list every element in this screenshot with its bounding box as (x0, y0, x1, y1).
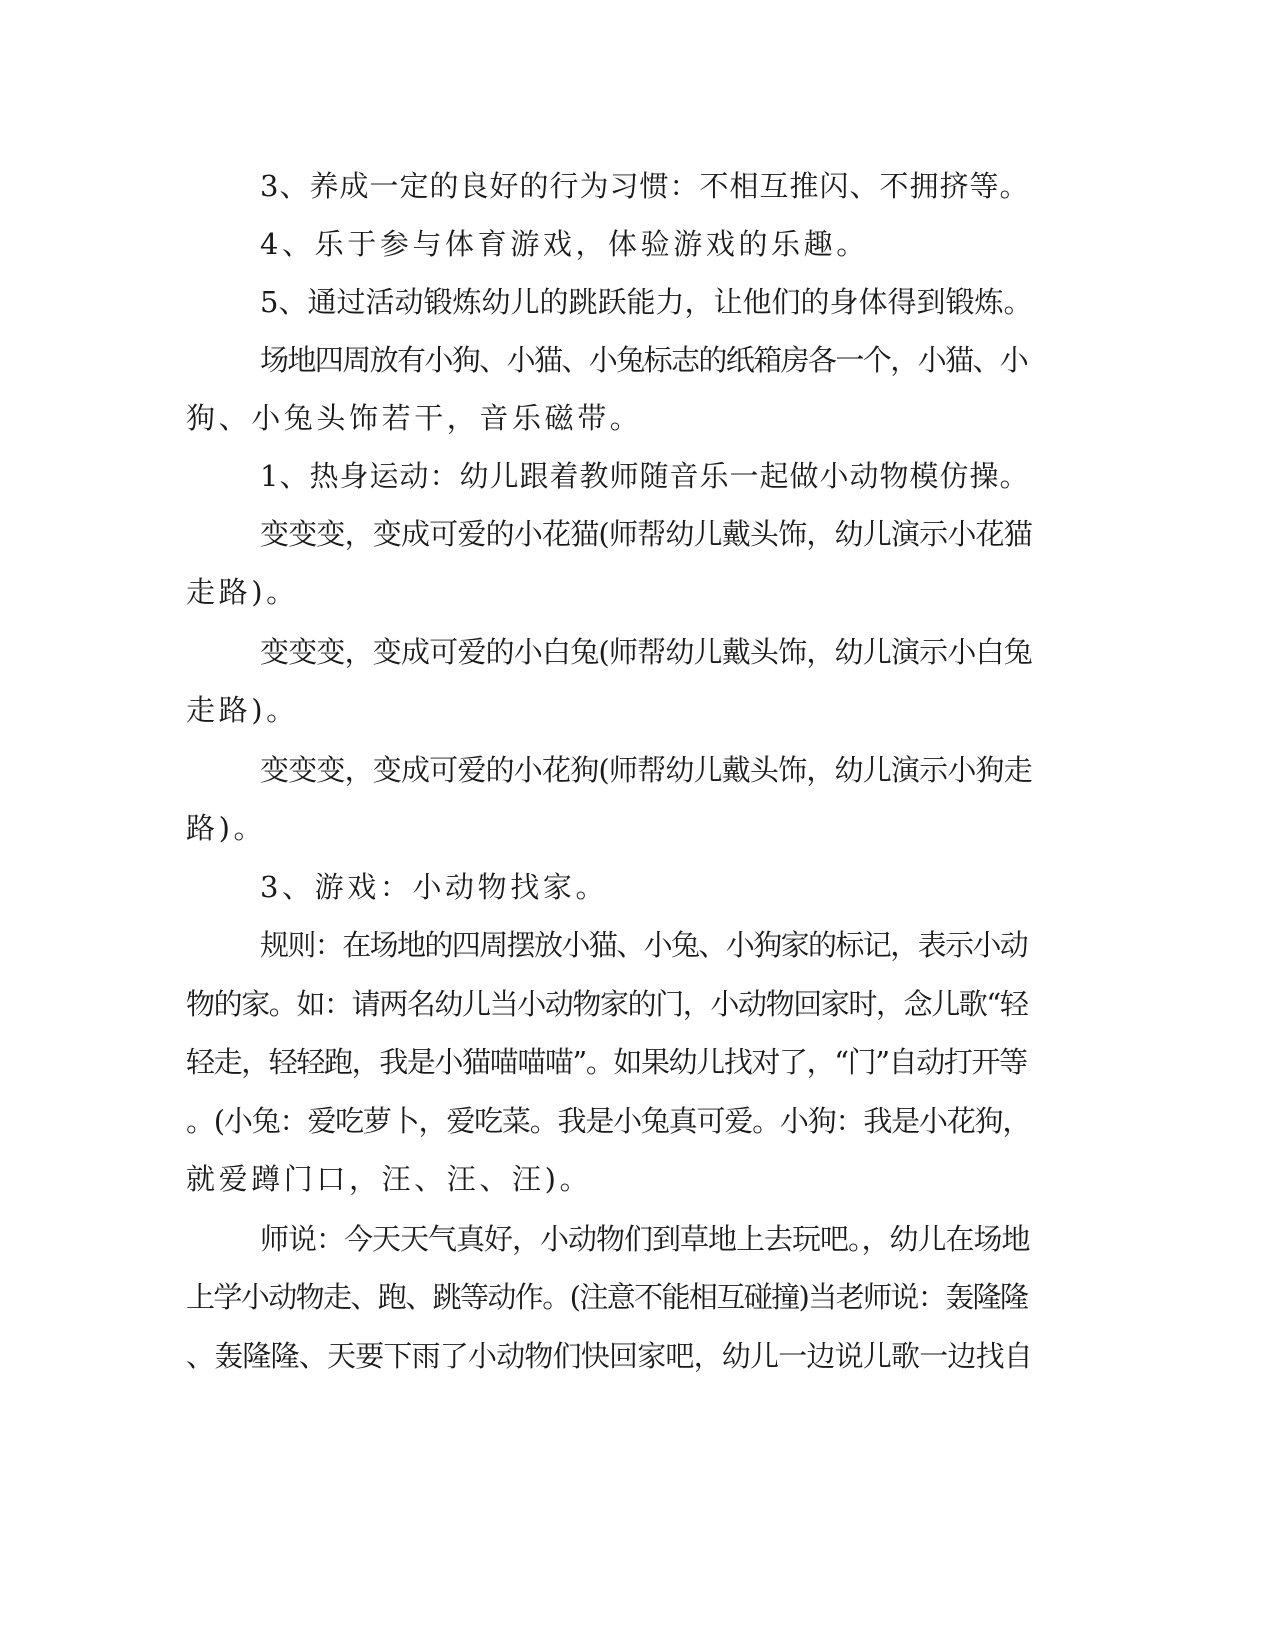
paragraph-line: 3、游戏：小动物找家。 (260, 870, 609, 904)
paragraph-line: 狗、小兔头饰若干，音乐磁带。 (186, 401, 643, 435)
paragraph-line: 场地四周放有小狗、小猫、小兔标志的纸箱房各一个，小猫、小 (260, 343, 1028, 377)
paragraph-line: 上学小动物走、跑、跳等动作。(注意不能相互碰撞)当老师说：轰隆隆 (186, 1280, 1028, 1314)
paragraph-line: 4、乐于参与体育游戏，体验游戏的乐趣。 (260, 227, 869, 261)
paragraph-line: 师说：今天天气真好，小动物们到草地上去玩吧。，幼儿在场地 (260, 1222, 1030, 1256)
paragraph-line: 1、热身运动：幼儿跟着教师随音乐一起做小动物模仿操。 (260, 459, 1030, 493)
paragraph-line: 。(小兔：爱吃萝卜，爱吃菜。我是小兔真可爱。小狗：我是小花狗， (186, 1104, 1031, 1138)
paragraph-line: 规则：在场地的四周摆放小猫、小兔、小狗家的标记，表示小动 (260, 928, 1028, 962)
paragraph-line: 5、通过活动锻炼幼儿的跳跃能力，让他们的身体得到锻炼。 (260, 285, 1033, 319)
paragraph-line: 变变变，变成可爱的小花狗(师帮幼儿戴头饰，幼儿演示小狗走 (260, 753, 1032, 787)
paragraph-line: 3、养成一定的良好的行为习惯：不相互推闪、不拥挤等。 (260, 169, 1030, 203)
paragraph-line: 轻走，轻轻跑，我是小猫喵喵喵”。如果幼儿找对了，“门”自动打开等 (186, 1045, 1027, 1079)
paragraph-line: 路)。 (186, 811, 267, 845)
paragraph-line: 物的家。如：请两名幼儿当小动物家的门，小动物回家时，念儿歌“轻 (186, 987, 1028, 1021)
paragraph-line: 变变变，变成可爱的小花猫(师帮幼儿戴头饰，幼儿演示小花猫 (260, 517, 1032, 551)
paragraph-line: 变变变，变成可爱的小白兔(师帮幼儿戴头饰，幼儿演示小白兔 (260, 635, 1032, 669)
paragraph-line: 、轰隆隆、天要下雨了小动物们快回家吧，幼儿一边说儿歌一边找自 (186, 1339, 1033, 1373)
paragraph-line: 走路)。 (186, 693, 299, 727)
paragraph-line: 走路)。 (186, 575, 299, 609)
paragraph-line: 就爱蹲门口，汪、汪、汪)。 (186, 1162, 593, 1196)
